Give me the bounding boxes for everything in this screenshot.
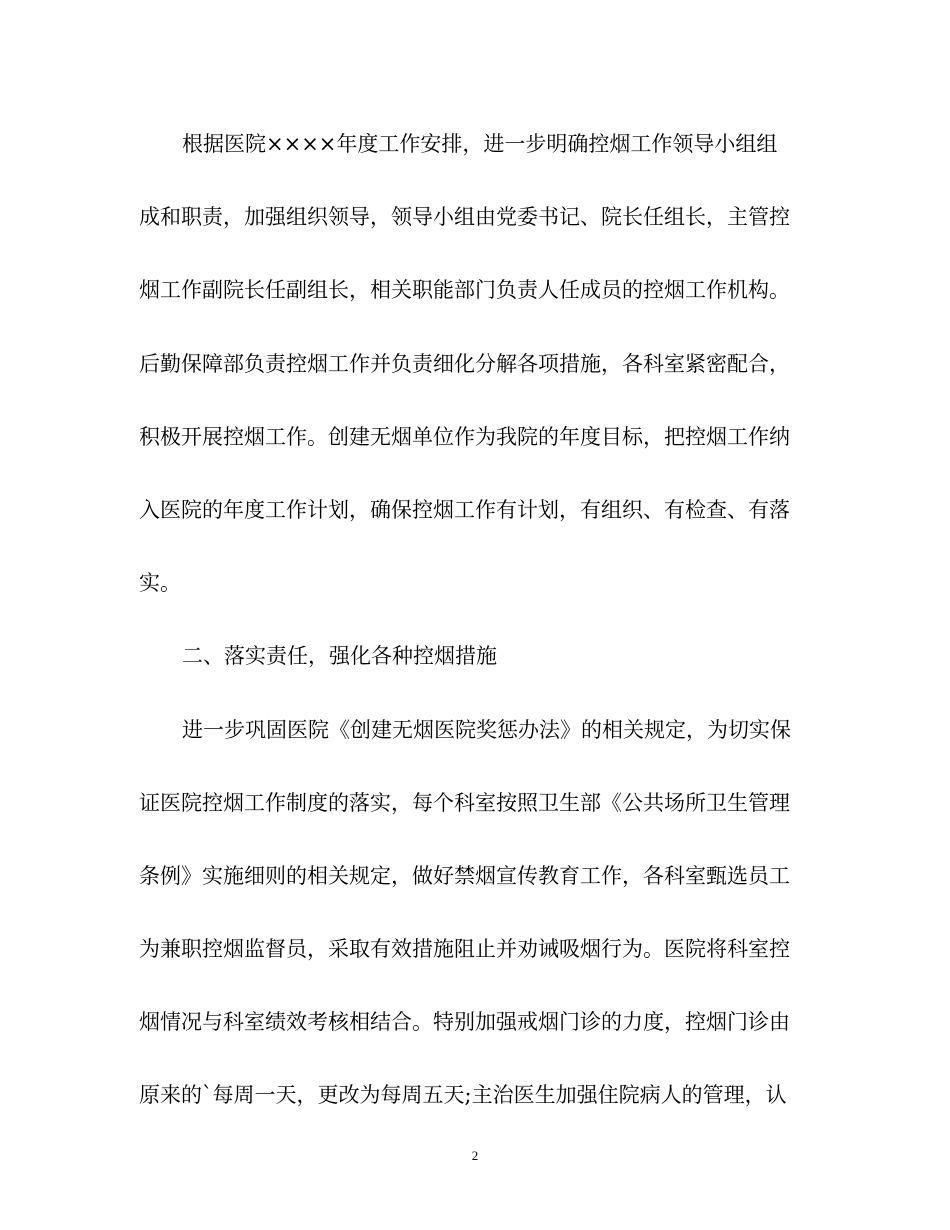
- paragraph-line: 根据医院××××年度工作安排，进一步明确控烟工作领导小组组: [182, 132, 778, 156]
- paragraph-line: 烟情况与科室绩效考核相结合。特别加强戒烟门诊的力度，控烟门诊由: [139, 1010, 790, 1035]
- paragraph-line: 烟工作副院长任副组长，相关职能部门负责人任成员的控烟工作机构。: [139, 278, 790, 303]
- paragraph-line: 成和职责，加强组织领导，领导小组由党委书记、院长任组长，主管控: [139, 205, 790, 230]
- page-number: 2: [471, 1148, 479, 1163]
- body-text: [139, 123, 813, 1148]
- paragraph-line: 积极开展控烟工作。创建无烟单位作为我院的年度目标，把控烟工作纳: [139, 424, 790, 449]
- paragraph-line: 为兼职控烟监督员，采取有效措施阻止并劝诫吸烟行为。医院将科室控: [139, 937, 790, 962]
- paragraph-line: 原来的`每周一天，更改为每周五天;主治医生加强住院病人的管理，认: [139, 1083, 787, 1108]
- paragraph-line: 进一步巩固医院《创建无烟医院奖惩办法》的相关规定，为切实保: [182, 717, 791, 742]
- paragraph-line: 入医院的年度工作计划，确保控烟工作有计划，有组织、有检查、有落: [139, 497, 790, 522]
- paragraph-line: 条例》实施细则的相关规定，做好禁烟宣传教育工作，各科室甄选员工: [139, 863, 790, 888]
- paragraph-line: 后勤保障部负责控烟工作并负责细化分解各项措施，各科室紧密配合，: [139, 351, 790, 376]
- paragraph-line: 证医院控烟工作制度的落实，每个科室按照卫生部《公共场所卫生管理: [139, 790, 790, 815]
- paragraph-line: 实。: [139, 571, 181, 596]
- section-heading: 二、落实责任，强化各种控烟措施: [182, 644, 497, 669]
